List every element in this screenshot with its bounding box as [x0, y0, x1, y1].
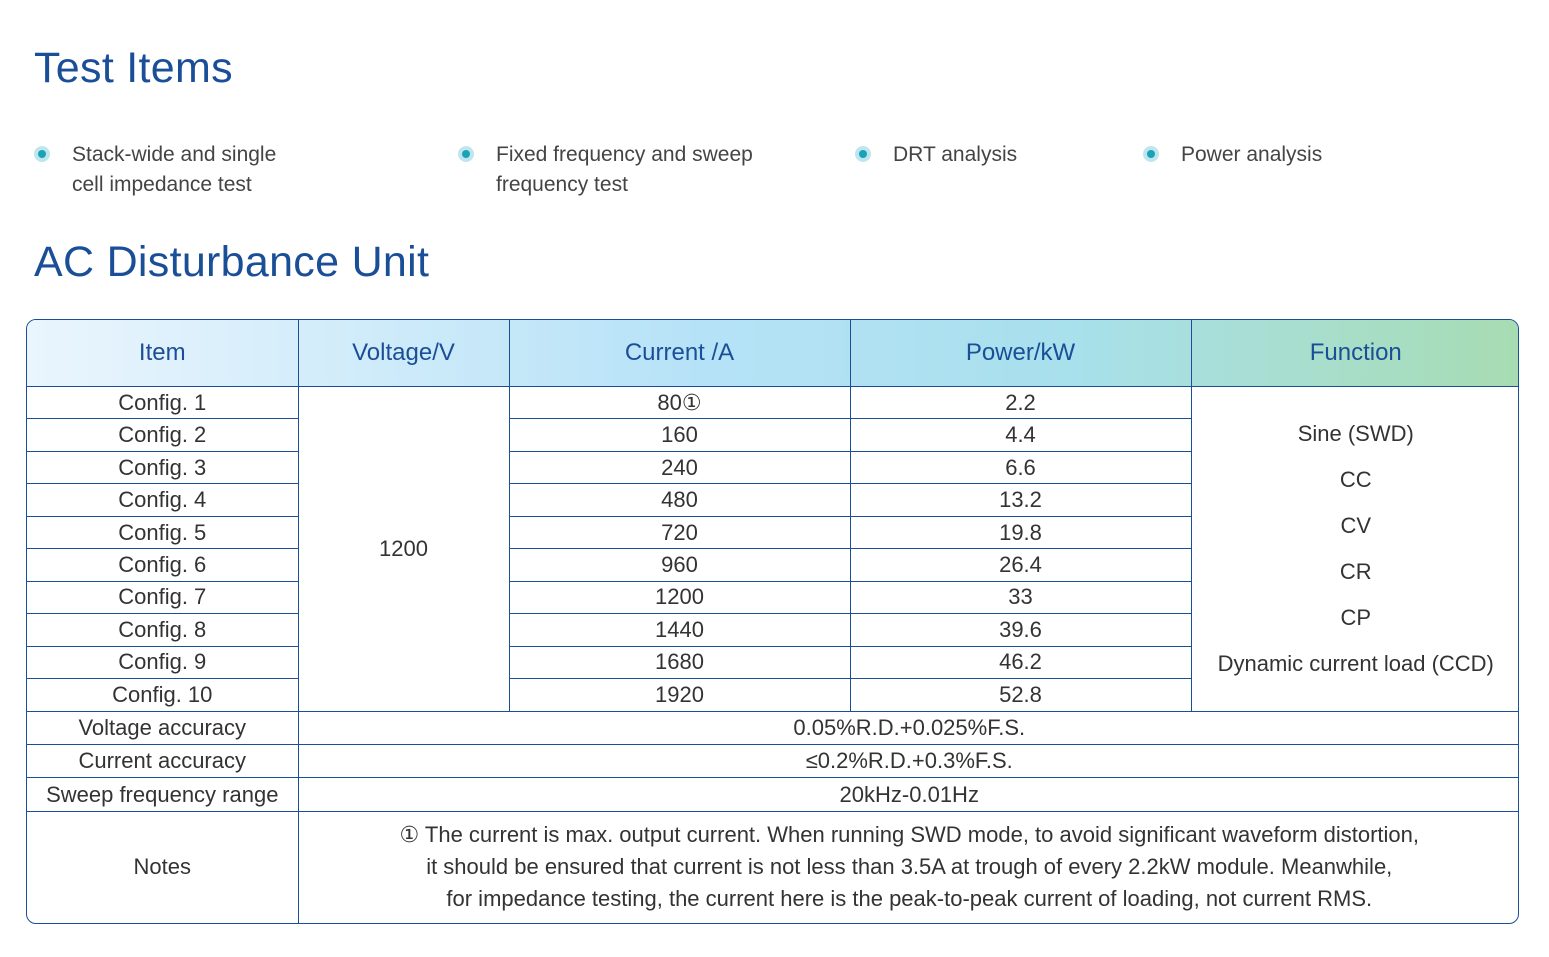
- bullet-dot-icon: [1143, 146, 1159, 162]
- config-current: 160: [509, 419, 850, 451]
- config-current: 1440: [509, 614, 850, 646]
- test-item-1: [34, 140, 276, 200]
- config-current: 480: [509, 484, 850, 516]
- header-item: Item: [27, 320, 298, 387]
- test-item-4: [1143, 140, 1322, 170]
- config-power: 19.8: [850, 516, 1191, 548]
- notes-label: Notes: [27, 811, 298, 923]
- header-voltage: Voltage/V: [298, 320, 509, 387]
- bullet-dot-icon: [855, 146, 871, 162]
- config-name: Config. 2: [27, 419, 298, 451]
- function-item: Dynamic current load (CCD): [1217, 650, 1494, 676]
- config-name: Config. 3: [27, 451, 298, 483]
- ac-disturbance-unit-title: AC Disturbance Unit: [34, 238, 430, 286]
- config-power: 13.2: [850, 484, 1191, 516]
- config-current: 1200: [509, 581, 850, 613]
- function-item: CR: [1339, 558, 1372, 584]
- test-item-2-line1: Fixed frequency and sweep: [496, 143, 753, 166]
- config-current: 1920: [509, 679, 850, 711]
- config-current: 240: [509, 451, 850, 483]
- voltage-accuracy-value: 0.05%R.D.+0.025%F.S.: [298, 711, 1519, 744]
- config-power: 33: [850, 581, 1191, 613]
- current-accuracy-value: ≤0.2%R.D.+0.3%F.S.: [298, 744, 1519, 777]
- function-item: CV: [1340, 512, 1372, 538]
- config-current: 1680: [509, 646, 850, 678]
- config-power: 39.6: [850, 614, 1191, 646]
- config-power: 46.2: [850, 646, 1191, 678]
- notes-line: for impedance testing, the current here is the peak-to-peak current of loading, not current RMS.: [446, 886, 1373, 912]
- notes-row: [27, 811, 1519, 923]
- test-item-3: [855, 140, 1017, 170]
- test-item-4-line1: Power analysis: [1181, 143, 1323, 166]
- config-name: Config. 5: [27, 516, 298, 548]
- notes-text: [298, 811, 1519, 923]
- config-name: Config. 6: [27, 549, 298, 581]
- notes-line: it should be ensured that current is not less than 3.5A at trough of every 2.2kW module. Meanwhile,: [426, 854, 1393, 880]
- test-item-2: [458, 140, 753, 200]
- config-name: Config. 7: [27, 581, 298, 613]
- sweep-frequency-row: [27, 778, 1519, 811]
- config-power: 2.2: [850, 387, 1191, 419]
- config-current: 720: [509, 516, 850, 548]
- test-items-title: Test Items: [34, 44, 233, 92]
- notes-line: ① The current is max. output current. When running SWD mode, to avoid significant waveform distortion,: [399, 822, 1420, 848]
- test-item-2-line2: frequency test: [496, 173, 628, 196]
- voltage-accuracy-row: [27, 711, 1519, 744]
- config-current: 960: [509, 549, 850, 581]
- config-name: Config. 10: [27, 679, 298, 711]
- config-power: 4.4: [850, 419, 1191, 451]
- test-item-3-line1: DRT analysis: [893, 143, 1018, 166]
- voltage-value: 1200: [298, 387, 509, 712]
- bullet-dot-icon: [34, 146, 50, 162]
- config-name: Config. 1: [27, 387, 298, 419]
- voltage-accuracy-label: Voltage accuracy: [27, 711, 298, 744]
- config-power: 26.4: [850, 549, 1191, 581]
- sweep-frequency-label: Sweep frequency range: [27, 778, 298, 811]
- table-row: [27, 387, 1519, 419]
- config-name: Config. 4: [27, 484, 298, 516]
- sweep-frequency-value: 20kHz-0.01Hz: [298, 778, 1519, 811]
- header-power: Power/kW: [850, 320, 1191, 387]
- bullet-dot-icon: [458, 146, 474, 162]
- function-item: CC: [1339, 466, 1372, 492]
- header-function: Function: [1191, 320, 1519, 387]
- config-name: Config. 8: [27, 614, 298, 646]
- header-current: Current /A: [509, 320, 850, 387]
- config-current: 80①: [509, 387, 850, 419]
- function-list: [1191, 387, 1519, 712]
- test-item-1-line1: Stack-wide and single: [72, 143, 277, 166]
- test-item-1-line2: cell impedance test: [72, 173, 252, 196]
- config-power: 6.6: [850, 451, 1191, 483]
- table-header-row: [27, 320, 1519, 387]
- function-item: CP: [1340, 604, 1372, 630]
- current-accuracy-row: [27, 744, 1519, 777]
- config-name: Config. 9: [27, 646, 298, 678]
- current-accuracy-label: Current accuracy: [27, 744, 298, 777]
- spec-table: [26, 319, 1519, 924]
- function-item: Sine (SWD): [1297, 420, 1414, 446]
- config-power: 52.8: [850, 679, 1191, 711]
